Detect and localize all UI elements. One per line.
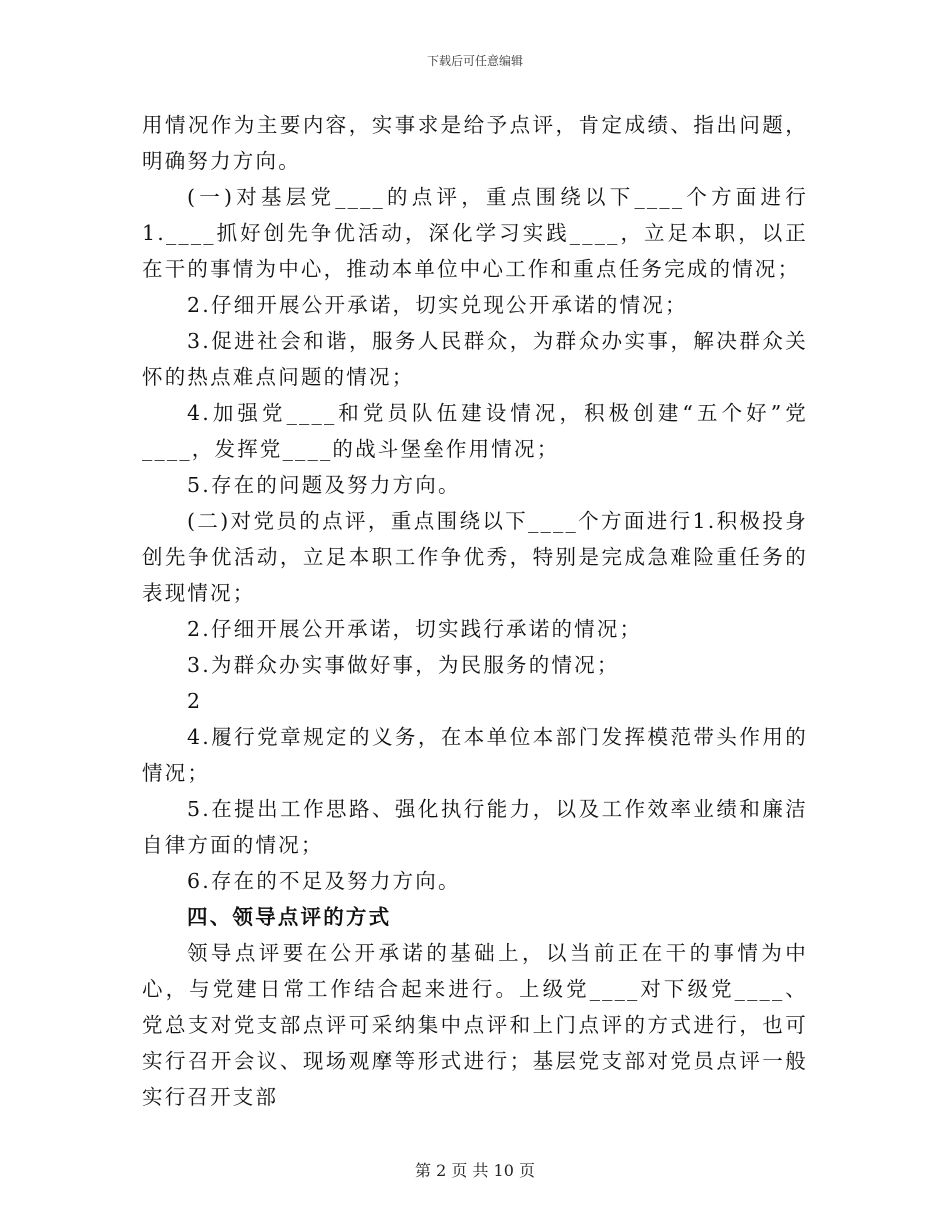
section-heading: 四、领导点评的方式	[187, 905, 392, 929]
page-header-note: 下载后可任意编辑	[426, 54, 523, 68]
paragraph: 4.加强党____和党员队伍建设情况，积极创建“五个好”党____，发挥党____的战斗堡垒作用情况；	[142, 401, 808, 461]
paragraph: 3.为群众办实事做好事，为民服务的情况；	[187, 653, 620, 677]
paragraph: 5.存在的问题及努力方向。	[187, 473, 461, 497]
paragraph: (一)对基层党____的点评，重点围绕以下____个方面进行1.____抓好创先争优活动，深化学习实践____，立足本职，以正在干的事情为中心，推动本单位中心工作和重点任务完成的情况；	[142, 185, 808, 281]
paragraph: 2.仔细开展公开承诺，切实兑现公开承诺的情况；	[187, 293, 688, 317]
paragraph: 6.存在的不足及努力方向。	[187, 869, 461, 893]
paragraph: 2.仔细开展公开承诺，切实践行承诺的情况；	[187, 617, 643, 641]
document-body	[142, 107, 808, 1115]
paragraph: 领导点评要在公开承诺的基础上，以当前正在干的事情为中心，与党建日常工作结合起来进行。上级党____对下级党____、党总支对党支部点评可采纳集中点评和上门点评的方式进行，也可实行召开会议、现场观摩等形式进行；基层党支部对党员点评一般实行召开支部	[142, 941, 808, 1109]
paragraph: 用情况作为主要内容，实事求是给予点评，肯定成绩、指出问题，明确努力方向。	[142, 113, 808, 173]
paragraph: 4.履行党章规定的义务，在本单位本部门发挥模范带头作用的情况；	[142, 725, 808, 785]
paragraph: 5.在提出工作思路、强化执行能力，以及工作效率业绩和廉洁自律方面的情况；	[142, 797, 808, 857]
paragraph: (二)对党员的点评，重点围绕以下____个方面进行1.积极投身创先争优活动，立足本职工作争优秀，特别是完成急难险重任务的表现情况；	[142, 509, 808, 605]
paragraph: 3.促进社会和谐，服务人民群众，为群众办实事，解决群众关怀的热点难点问题的情况；	[142, 329, 808, 389]
page-footer-number: 第 2 页 共 10 页	[415, 1161, 535, 1180]
inline-page-number: 2	[187, 689, 203, 713]
